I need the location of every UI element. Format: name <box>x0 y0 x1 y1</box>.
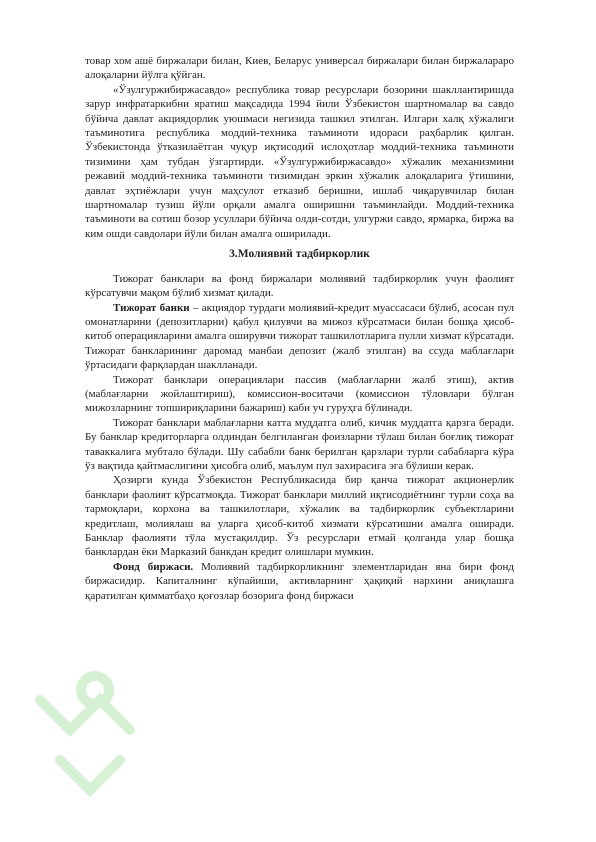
paragraph-8-text: Молиявий тадбиркорликнинг элементларидан яна бири фонд биржасидир. Капиталнинг кўпайиши, активларнинг ҳақиқий нархини аниқлашга қаратилган қимматбаҳо қоғозлар бозорига фонд биржаси <box>85 560 514 602</box>
paragraph-6: Тижорат банклари маблағларни катта муддатга олиб, кичик муддатга қарзга беради. Бу банклар кредиторларга олдиндан белгиланган фоизларни тўлаш билан боғлиқ тижорат таваккалига мубтало бўлади. Шу сабабли банк берилган қарзлари турли сабабларга кўра ўз вақтида қайтмаслигини ҳисобга олиб, маълум пул захирасига эга бўлиши керак. <box>85 416 514 472</box>
section-heading: 3.Молиявий тадбиркорлик <box>229 248 370 261</box>
paragraph-2: «Ўзулгуржибиржасавдо» республика товар ресурслари бозорини шакллантиришда зарур инфратаркибни яратиш мақсадида 1994 йили Ўзбекистон шартномалар ва савдо бўйича давлат акциядорлик уюшмаси негизида ташкил этилган. Илгари халқ хўжалиги таъминотига республика моддий-техника таъминоти идораси раҳбарлик қилган. Ўзбекистонда ўтказилаётган чуқур иқтисодий ислоҳотлар моддий-техника таъминоти тизимини ҳам тубдан ўзгартирди. «Ўзулгуржибиржасавдо» хўжалик механизмини режавий моддий-техника таъминоти тизимидан эркин хўжалик алоқаларига ўтишини, давлат эҳтиёжлари учун маҳсулот етказиб беришни, ишлаб чиқарувчилар билан шартномалар тузиш йўли орқали амалга оширишни таъминлайди. Моддий-техника таъминоти ва сотиш бозор усуллари бўйича олди-сотди, улгуржи савдо, ярмарка, биржа ва ким ошди савдолари йўли билан амалга оширилади. <box>85 83 514 240</box>
paragraph-4-text: – акциядор турдаги молиявий-кредит муассасаси бўлиб, асосан пул омонатларини (депозитларни) қабул қилувчи ва мижоз кўрсатмаси билан бошқа ҳисоб-китоб операцияларини амалга оширувчи тижорат ташкилотларига пулли хизмат кўрсатади. Тижорат банкларининг даромад манбаи депозит (жалб этилган) ва ссуда маблағлари ўртасидаги фарқлардан шаклланади. <box>85 301 514 372</box>
paragraph-4 <box>85 301 514 373</box>
term-commercial-bank: Тижорат банки <box>113 301 190 314</box>
term-stock-exchange: Фонд биржаси. <box>113 560 194 573</box>
paragraph-5: Тижорат банклари операциялари пассив (маблағларни жалб этиш), актив (маблағларни жойлаштириш), комиссион-воситачи (комиссион тўловлари бўлган мижозларнинг топшириқларини бажариш) каби уч гуруҳга бўлинади. <box>85 373 514 415</box>
paragraph-3: Тижорат банклари ва фонд биржалари молиявий тадбиркорлик учун фаолият кўрсатувчи мақом бўлиб хизмат қилади. <box>85 272 514 300</box>
paragraph-7: Ҳозирги кунда Ўзбекистон Республикасида бир қанча тижорат акционерлик банклари фаолият кўрсатмоқда. Тижорат банклари миллий иқтисодиётнинг турли соҳа ва тармоқлари, корхона ва ташкилотлари, хўжалик ва тадбиркорлик субъектларини кредитлаш, молиялаш ва уларга ҳисоб-китоб хизмати кўрсатишни амалга оширади. Банклар фаолияти тўла мустақилдир. Ўз ресурслари етмай қолганда улар бошқа банклардан ёки Марказий банкдан кредит олишлари мумкин. <box>85 474 514 559</box>
paragraph-1: товар хом ашё биржалари билан, Киев, Беларус универсал биржалари билан биржалараро алоқаларни йўлга қўйган. <box>85 55 514 82</box>
paragraph-8 <box>85 560 514 603</box>
document-page <box>85 54 514 603</box>
watermark-logo <box>40 676 130 790</box>
